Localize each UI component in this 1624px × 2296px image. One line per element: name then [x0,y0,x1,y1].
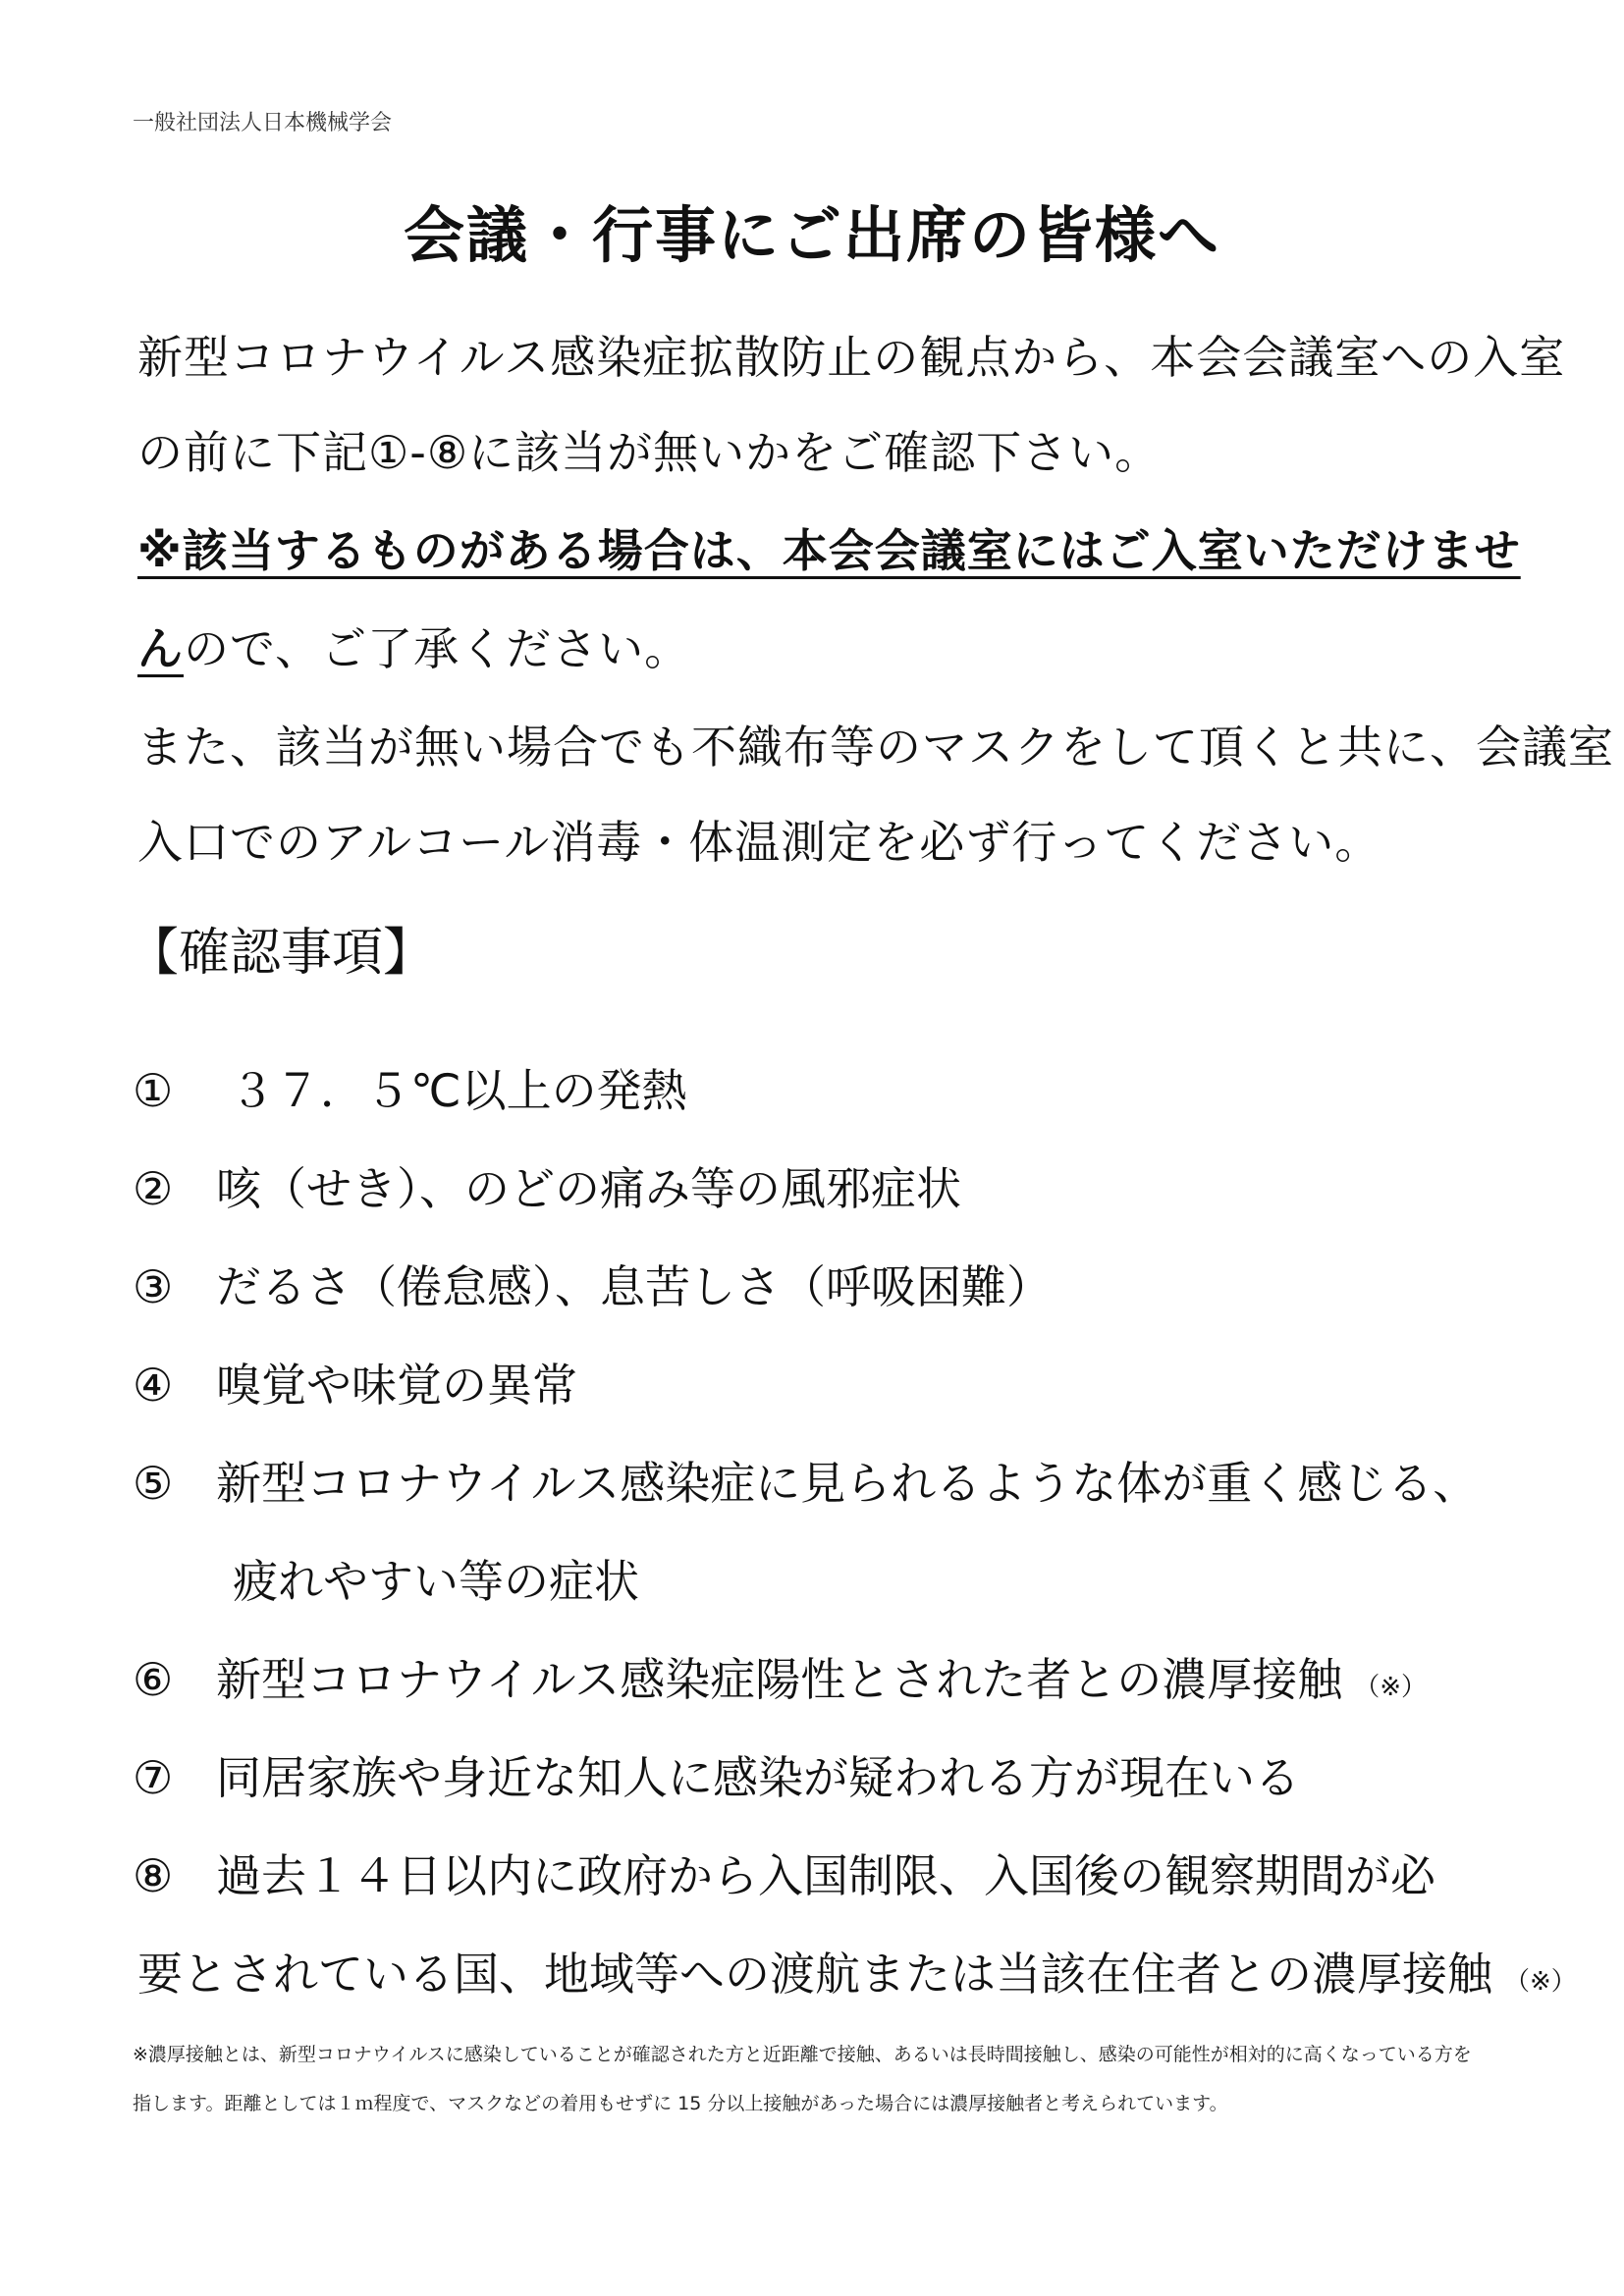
check-item-4 [133,1350,577,1415]
check-item-6 [133,1644,1427,1709]
warning-line-1: ※該当するものがある場合は、本会会議室にはご入室いただけませ [137,524,1521,577]
item-number: ⑤ [133,1457,174,1510]
check-item-1 [133,1055,687,1120]
item-number: ⑥ [133,1653,174,1706]
page-title: 会議・行事にご出席の皆様へ [403,199,1220,271]
item-number: ④ [133,1359,174,1412]
item-text: 新型コロナウイルス感染症に見られるような体が重く感じる、 [216,1457,1479,1510]
footnote-line-1: ※濃厚接触とは、新型コロナウイルスに感染していることが確認された方と近距離で接触、あるいは長時間接触し、感染の可能性が相対的に高くなっている方を [133,2044,1472,2065]
check-item-3 [133,1252,1052,1316]
check-item-8 [133,1841,1435,1905]
intro-line-6: 入口でのアルコール消毒・体温測定を必ず行ってください。 [137,816,1381,869]
item-text: だるさ（倦怠感）、息苦しさ（呼吸困難） [216,1260,1052,1313]
item-number: ⑦ [133,1751,174,1804]
item-text: 新型コロナウイルス感染症陽性とされた者との濃厚接触 [216,1653,1343,1706]
warning-line-2-bold: ん [137,622,184,675]
check-item-2 [133,1153,961,1218]
warning-line-2-rest: ので、ご了承ください。 [184,622,691,675]
organization-name: 一般社団法人日本機械学会 [133,111,393,135]
note-mark: （※） [1354,1673,1428,1702]
item-text: 要とされている国、地域等への渡航または当該在住者との濃厚接触 [137,1948,1492,2001]
item-text: 過去１４日以内に政府から入国制限、入国後の観察期間が必 [216,1849,1435,1902]
item-text: ３７．５℃以上の発熱 [230,1064,687,1117]
item-text: 同居家族や身近な知人に感染が疑われる方が現在いる [216,1751,1300,1804]
check-item-5-continuation: 疲れやすい等の症状 [233,1555,639,1608]
warning-line-2 [137,614,690,678]
intro-line-2: の前に下記①-⑧に該当が無いかをご確認下さい。 [137,426,1162,479]
item-number: ② [133,1162,174,1215]
check-item-8-continuation [137,1939,1577,2003]
item-number: ③ [133,1260,174,1313]
intro-line-1: 新型コロナウイルス感染症拡散防止の観点から、本会会議室への入室 [137,331,1566,384]
footnote-line-2: 指します。距離としては１ｍ程度で、マスクなどの着用もせずに 15 分以上接触があった場合には濃厚接触者と考えられています。 [133,2093,1228,2114]
item-number: ① [133,1064,174,1117]
item-text: 嗅覚や味覚の異常 [216,1359,577,1412]
check-item-5 [133,1448,1478,1513]
intro-line-5: また、該当が無い場合でも不織布等のマスクをして頂くと共に、会議室 [137,721,1614,774]
check-item-7 [133,1742,1300,1807]
item-number: ⑧ [133,1849,174,1902]
item-text: 咳（せき）、のどの痛み等の風邪症状 [216,1162,961,1215]
note-mark: （※） [1504,1967,1577,1997]
section-heading: 【確認事項】 [128,924,435,983]
